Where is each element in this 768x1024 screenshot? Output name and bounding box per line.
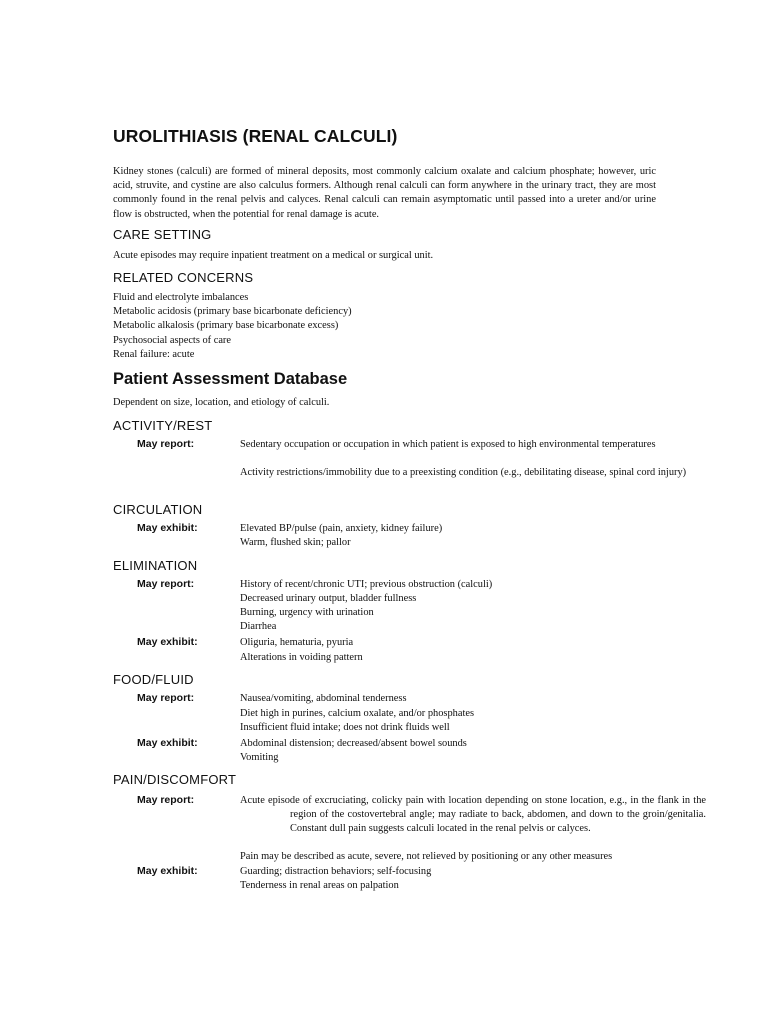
intro-paragraph: Kidney stones (calculi) are formed of mineral deposits, most commonly calcium oxalate and calcium phosphate; however, uric acid, struvite, and cystine are also calculus formers. Although renal calculi can form anywhere in the urinary tract, they are most commonly found in the renal pelvis and calyces. Renal calculi can remain asymptomatic until passed into a ureter and/or urine flow is obstructed, when the potential for renal damage is acute. [113, 166, 656, 220]
care-setting-heading: CARE SETTING [113, 227, 212, 242]
circulation-heading: CIRCULATION [113, 502, 203, 517]
may-exhibit-label: May exhibit: [137, 737, 198, 749]
may-report-label: May report: [137, 438, 195, 450]
may-report-label: May report: [137, 794, 195, 806]
assessment-intro: Dependent on size, location, and etiology of calculi. [113, 397, 330, 408]
list-item: Alterations in voiding pattern [240, 652, 363, 663]
pain-discomfort-heading: PAIN/DISCOMFORT [113, 772, 237, 787]
list-item: Psychosocial aspects of care [113, 334, 232, 346]
may-report-label: May report: [137, 578, 195, 590]
activity-rest-heading: ACTIVITY/REST [113, 418, 213, 433]
list-item: Sedentary occupation or occupation in which patient is exposed to high environmental temperatures [240, 439, 656, 450]
elimination-heading: ELIMINATION [113, 558, 198, 573]
list-item: Metabolic acidosis (primary base bicarbonate deficiency) [113, 306, 352, 318]
list-item: Pain may be described as acute, severe, not relieved by positioning or any other measures [240, 851, 613, 862]
list-item: Warm, flushed skin; pallor [240, 537, 351, 548]
may-exhibit-label: May exhibit: [137, 636, 198, 648]
section-heading: Patient Assessment Database [113, 370, 348, 388]
list-item: Vomiting [240, 752, 279, 763]
list-item: Renal failure: acute [113, 348, 195, 360]
may-report-label: May report: [137, 692, 195, 704]
related-concerns-heading: RELATED CONCERNS [113, 270, 254, 285]
list-item: Metabolic alkalosis (primary base bicarbonate excess) [113, 320, 339, 332]
list-item: Acute episode of excruciating, colicky pain with location depending on stone location, e.g., in the flank in the region of the costovertebral angle; may radiate to back, abdomen, and down to the groin/genitalia. Constant dull pain suggests calculi located in the renal pelvis or calyces. [240, 795, 706, 834]
list-item: Nausea/vomiting, abdominal tenderness [240, 693, 407, 704]
list-item: Oliguria, hematuria, pyuria [240, 637, 354, 648]
may-exhibit-label: May exhibit: [137, 522, 198, 534]
list-item: Diet high in purines, calcium oxalate, and/or phosphates [240, 708, 475, 719]
list-item: Decreased urinary output, bladder fullness [240, 593, 417, 604]
may-exhibit-label: May exhibit: [137, 865, 198, 877]
care-setting-text: Acute episodes may require inpatient treatment on a medical or surgical unit. [113, 250, 434, 261]
list-item: Elevated BP/pulse (pain, anxiety, kidney failure) [240, 523, 443, 534]
food-fluid-heading: FOOD/FLUID [113, 672, 194, 687]
list-item: Insufficient fluid intake; does not drink fluids well [240, 722, 450, 733]
page-title: UROLITHIASIS (RENAL CALCULI) [113, 126, 398, 146]
list-item: Abdominal distension; decreased/absent bowel sounds [240, 738, 467, 749]
list-item: Guarding; distraction behaviors; self-focusing [240, 866, 432, 877]
list-item: Activity restrictions/immobility due to a preexisting condition (e.g., debilitating disease, spinal cord injury) [240, 467, 687, 478]
list-item: Tenderness in renal areas on palpation [240, 880, 399, 891]
list-item: Burning, urgency with urination [240, 607, 374, 618]
list-item: Diarrhea [240, 621, 277, 632]
list-item: Fluid and electrolyte imbalances [113, 292, 249, 303]
list-item: History of recent/chronic UTI; previous obstruction (calculi) [240, 579, 493, 590]
related-concerns-list [113, 291, 656, 362]
